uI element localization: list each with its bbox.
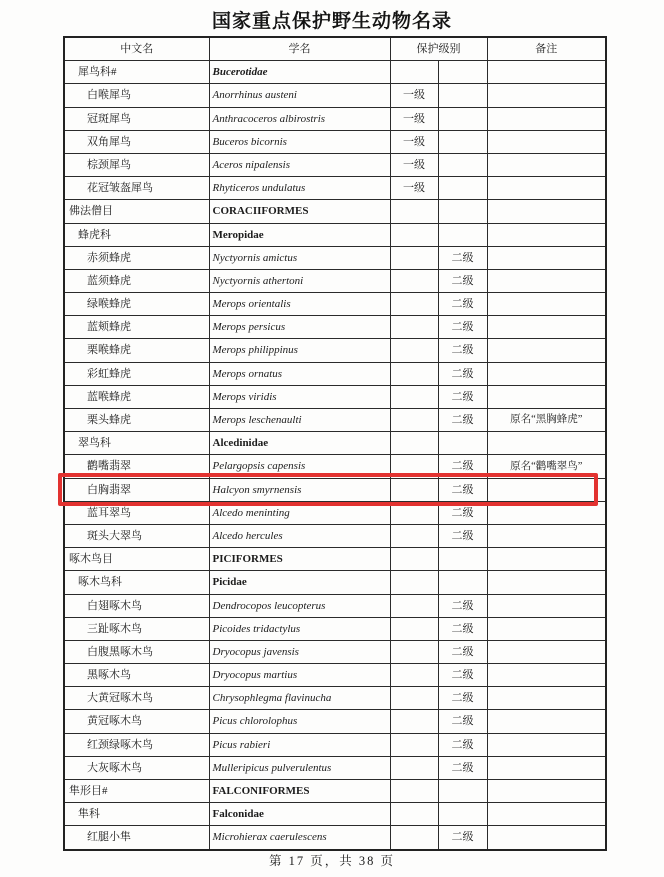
level-2-cell: 二级 bbox=[438, 385, 487, 408]
scientific-name-cell: Dryocopus javensis bbox=[209, 640, 390, 663]
note-cell bbox=[487, 594, 606, 617]
level-2-cell: 二级 bbox=[438, 826, 487, 850]
chinese-name-cell: 冠斑犀鸟 bbox=[64, 107, 209, 130]
table-row bbox=[64, 153, 606, 176]
note-cell bbox=[487, 362, 606, 385]
note-cell bbox=[487, 524, 606, 547]
chinese-name-cell: 蓝喉蜂虎 bbox=[64, 385, 209, 408]
level-1-cell bbox=[390, 455, 438, 478]
level-2-cell: 二级 bbox=[438, 269, 487, 292]
col-header-scientific-name: 学名 bbox=[209, 37, 390, 61]
scientific-name-cell: Picus rabieri bbox=[209, 733, 390, 756]
note-cell bbox=[487, 803, 606, 826]
note-cell bbox=[487, 640, 606, 663]
scientific-name-cell: Microhierax caerulescens bbox=[209, 826, 390, 850]
chinese-name-cell: 佛法僧目 bbox=[64, 200, 209, 223]
table-row bbox=[64, 269, 606, 292]
table-row bbox=[64, 316, 606, 339]
scientific-name-cell: Picidae bbox=[209, 571, 390, 594]
scientific-name-cell: Merops leschenaulti bbox=[209, 409, 390, 432]
table-row bbox=[64, 617, 606, 640]
chinese-name-cell: 蓝颊蜂虎 bbox=[64, 316, 209, 339]
note-cell: 原名“黑胸蜂虎” bbox=[487, 409, 606, 432]
level-2-cell: 二级 bbox=[438, 664, 487, 687]
level-2-cell bbox=[438, 803, 487, 826]
table-row bbox=[64, 756, 606, 779]
level-1-cell bbox=[390, 269, 438, 292]
note-cell bbox=[487, 756, 606, 779]
chinese-name-cell: 犀鸟科# bbox=[64, 61, 209, 84]
chinese-name-cell: 啄木鸟目 bbox=[64, 548, 209, 571]
chinese-name-cell: 隼科 bbox=[64, 803, 209, 826]
level-1-cell: 一级 bbox=[390, 84, 438, 107]
page-number: 第 17 页，共 38 页 bbox=[268, 854, 395, 868]
level-2-cell bbox=[438, 571, 487, 594]
level-1-cell bbox=[390, 61, 438, 84]
note-cell bbox=[487, 478, 606, 501]
chinese-name-cell: 赤须蜂虎 bbox=[64, 246, 209, 269]
level-1-cell bbox=[390, 246, 438, 269]
level-1-cell bbox=[390, 594, 438, 617]
scientific-name-cell: Mulleripicus pulverulentus bbox=[209, 756, 390, 779]
scientific-name-cell: Anthracoceros albirostris bbox=[209, 107, 390, 130]
table-row bbox=[64, 293, 606, 316]
chinese-name-cell: 斑头大翠鸟 bbox=[64, 524, 209, 547]
table-row bbox=[64, 501, 606, 524]
level-2-cell: 二级 bbox=[438, 293, 487, 316]
note-cell bbox=[487, 61, 606, 84]
scientific-name-cell: Merops viridis bbox=[209, 385, 390, 408]
level-1-cell bbox=[390, 524, 438, 547]
scientific-name-cell: Rhyticeros undulatus bbox=[209, 177, 390, 200]
table-row bbox=[64, 826, 606, 850]
level-1-cell bbox=[390, 501, 438, 524]
level-2-cell: 二级 bbox=[438, 617, 487, 640]
scientific-name-cell: Meropidae bbox=[209, 223, 390, 246]
level-1-cell bbox=[390, 687, 438, 710]
scientific-name-cell: Merops philippinus bbox=[209, 339, 390, 362]
level-2-cell: 二级 bbox=[438, 246, 487, 269]
scientific-name-cell: Falconidae bbox=[209, 803, 390, 826]
level-2-cell bbox=[438, 780, 487, 803]
note-cell bbox=[487, 107, 606, 130]
table-row bbox=[64, 84, 606, 107]
table-row bbox=[64, 524, 606, 547]
scientific-name-cell: Chrysophlegma flavinucha bbox=[209, 687, 390, 710]
chinese-name-cell: 大黄冠啄木鸟 bbox=[64, 687, 209, 710]
level-2-cell: 二级 bbox=[438, 316, 487, 339]
note-cell bbox=[487, 617, 606, 640]
chinese-name-cell: 栗头蜂虎 bbox=[64, 409, 209, 432]
level-1-cell bbox=[390, 571, 438, 594]
level-1-cell: 一级 bbox=[390, 130, 438, 153]
chinese-name-cell: 彩虹蜂虎 bbox=[64, 362, 209, 385]
level-1-cell: 一级 bbox=[390, 153, 438, 176]
table-row bbox=[64, 687, 606, 710]
chinese-name-cell: 大灰啄木鸟 bbox=[64, 756, 209, 779]
note-cell bbox=[487, 316, 606, 339]
chinese-name-cell: 鹳嘴翡翠 bbox=[64, 455, 209, 478]
scientific-name-cell: Merops persicus bbox=[209, 316, 390, 339]
level-2-cell bbox=[438, 130, 487, 153]
note-cell bbox=[487, 501, 606, 524]
table-row bbox=[64, 478, 606, 501]
level-1-cell bbox=[390, 756, 438, 779]
table-row bbox=[64, 710, 606, 733]
col-header-chinese-name: 中文名 bbox=[64, 37, 209, 61]
level-2-cell: 二级 bbox=[438, 524, 487, 547]
level-1-cell bbox=[390, 293, 438, 316]
level-2-cell bbox=[438, 200, 487, 223]
table-row bbox=[64, 385, 606, 408]
chinese-name-cell: 蜂虎科 bbox=[64, 223, 209, 246]
level-2-cell: 二级 bbox=[438, 362, 487, 385]
note-cell: 原名“鹳嘴翠鸟” bbox=[487, 455, 606, 478]
level-2-cell: 二级 bbox=[438, 756, 487, 779]
table-row bbox=[64, 594, 606, 617]
scientific-name-cell: Merops ornatus bbox=[209, 362, 390, 385]
level-1-cell bbox=[390, 316, 438, 339]
level-1-cell bbox=[390, 640, 438, 663]
level-1-cell bbox=[390, 780, 438, 803]
note-cell bbox=[487, 733, 606, 756]
note-cell bbox=[487, 269, 606, 292]
level-1-cell bbox=[390, 710, 438, 733]
note-cell bbox=[487, 571, 606, 594]
note-cell bbox=[487, 780, 606, 803]
col-header-protection-level: 保护级别 bbox=[390, 37, 487, 61]
table-row bbox=[64, 362, 606, 385]
table-row bbox=[64, 803, 606, 826]
level-1-cell bbox=[390, 548, 438, 571]
level-2-cell bbox=[438, 107, 487, 130]
scientific-name-cell: Picus chlorolophus bbox=[209, 710, 390, 733]
chinese-name-cell: 红颈绿啄木鸟 bbox=[64, 733, 209, 756]
note-cell bbox=[487, 826, 606, 850]
level-1-cell bbox=[390, 200, 438, 223]
note-cell bbox=[487, 339, 606, 362]
chinese-name-cell: 双角犀鸟 bbox=[64, 130, 209, 153]
table-row bbox=[64, 664, 606, 687]
note-cell bbox=[487, 153, 606, 176]
level-1-cell bbox=[390, 385, 438, 408]
chinese-name-cell: 花冠皱盔犀鸟 bbox=[64, 177, 209, 200]
chinese-name-cell: 黄冠啄木鸟 bbox=[64, 710, 209, 733]
note-cell bbox=[487, 177, 606, 200]
scientific-name-cell: Halcyon smyrnensis bbox=[209, 478, 390, 501]
page-title: 国家重点保护野生动物名录 bbox=[211, 11, 452, 32]
note-cell bbox=[487, 687, 606, 710]
scientific-name-cell: Anorrhinus austeni bbox=[209, 84, 390, 107]
table-row bbox=[64, 409, 606, 432]
chinese-name-cell: 栗喉蜂虎 bbox=[64, 339, 209, 362]
note-cell bbox=[487, 548, 606, 571]
level-2-cell bbox=[438, 177, 487, 200]
table-row bbox=[64, 246, 606, 269]
chinese-name-cell: 蓝耳翠鸟 bbox=[64, 501, 209, 524]
scientific-name-cell: CORACIIFORMES bbox=[209, 200, 390, 223]
note-cell bbox=[487, 246, 606, 269]
chinese-name-cell: 白腹黑啄木鸟 bbox=[64, 640, 209, 663]
level-2-cell: 二级 bbox=[438, 733, 487, 756]
table-row bbox=[64, 61, 606, 84]
table-row bbox=[64, 339, 606, 362]
note-cell bbox=[487, 664, 606, 687]
level-2-cell: 二级 bbox=[438, 710, 487, 733]
scientific-name-cell: Pelargopsis capensis bbox=[209, 455, 390, 478]
level-2-cell bbox=[438, 61, 487, 84]
chinese-name-cell: 蓝须蜂虎 bbox=[64, 269, 209, 292]
level-2-cell bbox=[438, 548, 487, 571]
note-cell bbox=[487, 710, 606, 733]
chinese-name-cell: 红腿小隼 bbox=[64, 826, 209, 850]
level-2-cell bbox=[438, 84, 487, 107]
level-2-cell: 二级 bbox=[438, 594, 487, 617]
level-2-cell: 二级 bbox=[438, 687, 487, 710]
level-1-cell bbox=[390, 826, 438, 850]
note-cell bbox=[487, 432, 606, 455]
chinese-name-cell: 隼形目# bbox=[64, 780, 209, 803]
scientific-name-cell: PICIFORMES bbox=[209, 548, 390, 571]
level-1-cell bbox=[390, 664, 438, 687]
note-cell bbox=[487, 385, 606, 408]
level-2-cell bbox=[438, 153, 487, 176]
table-header-row bbox=[64, 37, 606, 61]
note-cell bbox=[487, 223, 606, 246]
scientific-name-cell: Bucerotidae bbox=[209, 61, 390, 84]
level-2-cell: 二级 bbox=[438, 478, 487, 501]
chinese-name-cell: 啄木鸟科 bbox=[64, 571, 209, 594]
chinese-name-cell: 白翅啄木鸟 bbox=[64, 594, 209, 617]
table-row bbox=[64, 177, 606, 200]
scientific-name-cell: Alcedo meninting bbox=[209, 501, 390, 524]
level-1-cell bbox=[390, 409, 438, 432]
table-row bbox=[64, 200, 606, 223]
note-cell bbox=[487, 84, 606, 107]
scientific-name-cell: Picoides tridactylus bbox=[209, 617, 390, 640]
level-1-cell: 一级 bbox=[390, 177, 438, 200]
level-2-cell: 二级 bbox=[438, 640, 487, 663]
scientific-name-cell: FALCONIFORMES bbox=[209, 780, 390, 803]
level-1-cell bbox=[390, 733, 438, 756]
chinese-name-cell: 三趾啄木鸟 bbox=[64, 617, 209, 640]
scientific-name-cell: Alcedo hercules bbox=[209, 524, 390, 547]
chinese-name-cell: 绿喉蜂虎 bbox=[64, 293, 209, 316]
level-1-cell bbox=[390, 223, 438, 246]
table-row bbox=[64, 640, 606, 663]
scientific-name-cell: Nyctyornis amictus bbox=[209, 246, 390, 269]
level-1-cell bbox=[390, 803, 438, 826]
level-2-cell bbox=[438, 223, 487, 246]
chinese-name-cell: 白喉犀鸟 bbox=[64, 84, 209, 107]
table-row bbox=[64, 733, 606, 756]
level-1-cell bbox=[390, 339, 438, 362]
note-cell bbox=[487, 130, 606, 153]
table-row bbox=[64, 107, 606, 130]
level-1-cell bbox=[390, 362, 438, 385]
level-2-cell: 二级 bbox=[438, 409, 487, 432]
level-2-cell: 二级 bbox=[438, 455, 487, 478]
note-cell bbox=[487, 200, 606, 223]
level-1-cell bbox=[390, 617, 438, 640]
scientific-name-cell: Aceros nipalensis bbox=[209, 153, 390, 176]
chinese-name-cell: 黑啄木鸟 bbox=[64, 664, 209, 687]
scientific-name-cell: Dendrocopos leucopterus bbox=[209, 594, 390, 617]
table-row bbox=[64, 455, 606, 478]
table-row bbox=[64, 780, 606, 803]
level-1-cell: 一级 bbox=[390, 107, 438, 130]
level-2-cell bbox=[438, 432, 487, 455]
level-1-cell bbox=[390, 478, 438, 501]
table-row bbox=[64, 432, 606, 455]
chinese-name-cell: 白胸翡翠 bbox=[64, 478, 209, 501]
table-row bbox=[64, 571, 606, 594]
table-row bbox=[64, 223, 606, 246]
scientific-name-cell: Nyctyornis athertoni bbox=[209, 269, 390, 292]
table-row bbox=[64, 130, 606, 153]
level-2-cell: 二级 bbox=[438, 501, 487, 524]
scientific-name-cell: Dryocopus martius bbox=[209, 664, 390, 687]
table-row bbox=[64, 548, 606, 571]
scientific-name-cell: Buceros bicornis bbox=[209, 130, 390, 153]
note-cell bbox=[487, 293, 606, 316]
scientific-name-cell: Merops orientalis bbox=[209, 293, 390, 316]
chinese-name-cell: 棕颈犀鸟 bbox=[64, 153, 209, 176]
level-2-cell: 二级 bbox=[438, 339, 487, 362]
scientific-name-cell: Alcedinidae bbox=[209, 432, 390, 455]
col-header-notes: 备注 bbox=[487, 37, 606, 61]
chinese-name-cell: 翠鸟科 bbox=[64, 432, 209, 455]
level-1-cell bbox=[390, 432, 438, 455]
protected-animals-table bbox=[63, 36, 607, 851]
